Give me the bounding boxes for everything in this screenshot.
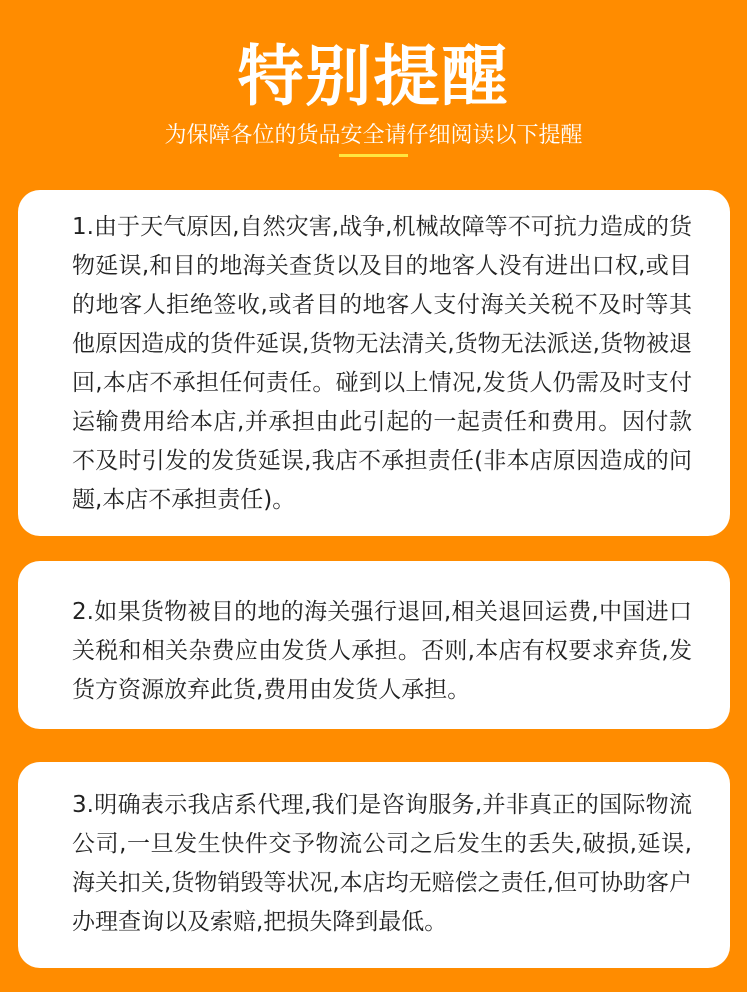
notice-card-1 xyxy=(18,190,730,536)
page-subtitle: 为保障各位的货品安全请仔细阅读以下提醒 xyxy=(164,123,583,148)
header xyxy=(0,0,747,180)
notice-text-2: 2.如果货物被目的地的海关强行退回,相关退回运费,中国进口关税和相关杂费应由发货人承担。否则,本店有权要求弃货,发货方资源放弃此货,费用由发货人承担。 xyxy=(72,599,692,703)
subtitle-underline xyxy=(339,154,408,157)
notice-text-1: 1.由于天气原因,自然灾害,战争,机械故障等不可抗力造成的货物延误,和目的地海关查货以及目的地客人没有进出口权,或目的地客人拒绝签收,或者目的地客人支付海关关税不及时等其他原因造成的货件延误,货物无法清关,货物无法派送,货物被退回,本店不承担任何责任。碰到以上情况,发货人仍需及时支付运输费用给本店,并承担由此引起的一起责任和费用。因付款不及时引发的发货延误,我店不承担责任(非本店原因造成的问题,本店不承担责任)。 xyxy=(72,214,692,513)
notice-card-2 xyxy=(18,561,730,729)
page-title: 特别提醒 xyxy=(237,38,510,115)
notice-text-3: 3.明确表示我店系代理,我们是咨询服务,并非真正的国际物流公司,一旦发生快件交予物流公司之后发生的丢失,破损,延误,海关扣关,货物销毁等状况,本店均无赔偿之责任,但可协助客户办理查询以及索赔,把损失降到最低。 xyxy=(72,792,692,935)
notice-card-3 xyxy=(18,762,730,968)
